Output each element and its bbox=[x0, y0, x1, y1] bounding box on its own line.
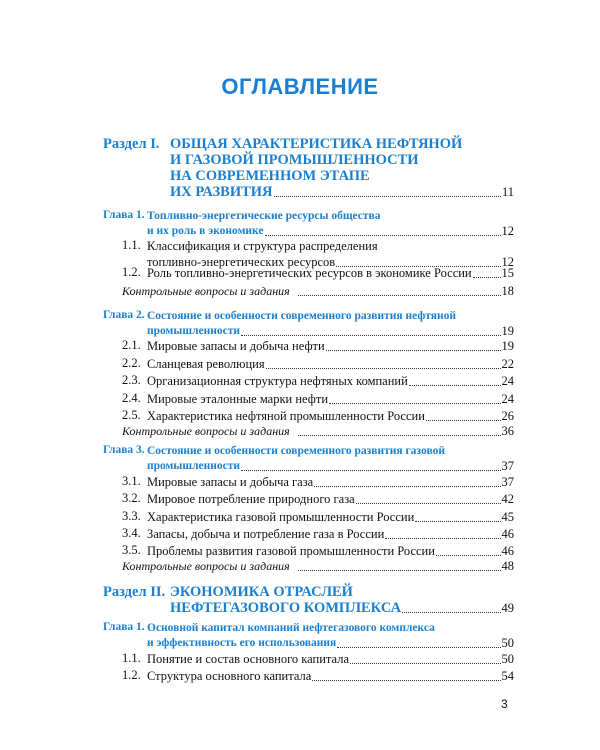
page-ref: 12 bbox=[501, 224, 514, 238]
page-number: 3 bbox=[501, 697, 508, 711]
chapter-title-line: Состояние и особенности современного развития газовой bbox=[147, 445, 445, 457]
chapter-title-line: промышленности bbox=[147, 460, 241, 472]
chapter-title-last-line bbox=[147, 636, 514, 651]
item-title-line: Мировые эталонные марки нефти bbox=[147, 392, 329, 406]
dot-leader bbox=[265, 235, 501, 236]
section-title-line: НА СОВРЕМЕННОМ ЭТАПЕ bbox=[170, 168, 370, 184]
item-title bbox=[147, 408, 514, 424]
page-ref: 26 bbox=[501, 409, 514, 423]
item-title-line: Мировое потребление природного газа bbox=[147, 492, 355, 506]
item-number: 1.1. bbox=[122, 238, 141, 252]
chapter-title bbox=[147, 309, 514, 339]
dot-leader bbox=[473, 277, 501, 278]
chapter-title-line: Состояние и особенности современного развития нефтяной bbox=[147, 310, 457, 322]
item-title-line: топливно-энергетических ресурсов bbox=[147, 255, 336, 269]
item-title-line: Мировые запасы и добыча газа bbox=[147, 475, 314, 489]
item-title-line: Понятие и состав основного капитала bbox=[147, 652, 349, 666]
item-number: 2.5. bbox=[122, 408, 141, 422]
section-title bbox=[170, 584, 514, 616]
questions-label: Контрольные вопросы и задания bbox=[122, 284, 290, 298]
page-ref: 15 bbox=[501, 266, 514, 280]
item-title-line: Роль топливно-энергетических ресурсов в экономике России bbox=[147, 266, 472, 280]
chapter-title-line: и их роль в экономике bbox=[147, 225, 264, 237]
page-ref: 36 bbox=[501, 424, 514, 438]
questions-label: Контрольные вопросы и задания bbox=[122, 559, 290, 573]
chapter-title-line: промышленности bbox=[147, 325, 241, 337]
page-ref: 50 bbox=[501, 652, 514, 666]
item-number: 2.2. bbox=[122, 356, 141, 370]
item-number: 2.4. bbox=[122, 391, 141, 405]
page-ref: 49 bbox=[501, 601, 514, 615]
chapter-label: Глава 1. bbox=[103, 209, 145, 221]
item-title bbox=[147, 509, 514, 525]
page-ref: 19 bbox=[501, 339, 514, 353]
dot-leader bbox=[337, 647, 500, 648]
item-number: 3.1. bbox=[122, 474, 141, 488]
dot-leader bbox=[298, 435, 501, 436]
dot-leader bbox=[350, 663, 501, 664]
page-ref: 24 bbox=[501, 392, 514, 406]
item-title-line: Характеристика газовой промышленности России bbox=[147, 510, 415, 524]
section-title-line: НЕФТЕГАЗОВОГО КОМПЛЕКСА bbox=[170, 600, 402, 616]
dot-leader bbox=[356, 503, 501, 504]
page-ref: 24 bbox=[501, 374, 514, 388]
item-title-line: Мировые запасы и добыча нефти bbox=[147, 339, 325, 353]
item-number: 3.3. bbox=[122, 509, 141, 523]
dot-leader bbox=[298, 295, 501, 296]
item-title bbox=[147, 526, 514, 542]
chapter-label: Глава 1. bbox=[103, 621, 145, 633]
dot-leader bbox=[241, 335, 500, 336]
item-title bbox=[147, 356, 514, 372]
page-ref: 46 bbox=[501, 544, 514, 558]
page-ref: 18 bbox=[501, 284, 514, 298]
item-title-line: Классификация и структура распределения bbox=[147, 239, 378, 253]
item-title-line: Организационная структура нефтяных компаний bbox=[147, 374, 408, 388]
item-title-line: Запасы, добыча и потребление газа в России bbox=[147, 527, 385, 541]
chapter-title-last-line bbox=[147, 224, 514, 239]
chapter-title-last-line bbox=[147, 324, 514, 339]
dot-leader bbox=[241, 470, 500, 471]
chapter-title bbox=[147, 209, 514, 239]
section-title bbox=[170, 136, 514, 200]
dot-leader bbox=[329, 403, 500, 404]
dot-leader bbox=[314, 486, 500, 487]
section-label: Раздел I. bbox=[103, 136, 160, 152]
page-title: ОГЛАВЛЕНИЕ bbox=[221, 74, 379, 99]
dot-leader bbox=[415, 521, 500, 522]
page-ref: 50 bbox=[501, 636, 514, 650]
item-number: 3.2. bbox=[122, 491, 141, 505]
section-title-last-line bbox=[170, 600, 514, 616]
item-title bbox=[147, 491, 514, 507]
dot-leader bbox=[385, 538, 500, 539]
section-title-line: ЭКОНОМИКА ОТРАСЛЕЙ bbox=[170, 584, 353, 600]
item-number: 2.1. bbox=[122, 338, 141, 352]
item-title bbox=[147, 265, 514, 281]
chapter-title bbox=[147, 621, 514, 651]
section-title-line: И ГАЗОВОЙ ПРОМЫШЛЕННОСТИ bbox=[170, 152, 419, 168]
questions-label: Контрольные вопросы и задания bbox=[122, 424, 290, 438]
dot-leader bbox=[402, 612, 500, 613]
section-title-line: ИХ РАЗВИТИЯ bbox=[170, 184, 273, 200]
dot-leader bbox=[298, 570, 501, 571]
dot-leader bbox=[436, 555, 501, 556]
dot-leader bbox=[266, 368, 501, 369]
page-ref: 54 bbox=[501, 669, 514, 683]
section-title-line: ОБЩАЯ ХАРАКТЕРИСТИКА НЕФТЯНОЙ bbox=[170, 136, 463, 152]
page-ref: 22 bbox=[501, 357, 514, 371]
page-ref: 12 bbox=[501, 255, 514, 269]
dot-leader bbox=[409, 385, 501, 386]
item-number: 1.2. bbox=[122, 668, 141, 682]
chapter-title-line: Топливно-энергетические ресурсы общества bbox=[147, 210, 381, 222]
dot-leader bbox=[312, 680, 500, 681]
dot-leader bbox=[326, 350, 501, 351]
item-title bbox=[147, 543, 514, 559]
page-ref: 45 bbox=[501, 510, 514, 524]
item-title bbox=[147, 668, 514, 684]
chapter-title-line: и эффективность его использования bbox=[147, 637, 337, 649]
chapter-label: Глава 3. bbox=[103, 444, 145, 456]
questions-title bbox=[122, 424, 514, 439]
section-label: Раздел II. bbox=[103, 584, 166, 600]
chapter-title-line: Основной капитал компаний нефтегазового комплекса bbox=[147, 622, 435, 634]
dot-leader bbox=[426, 420, 501, 421]
item-number: 1.2. bbox=[122, 265, 141, 279]
page-ref: 42 bbox=[501, 492, 514, 506]
item-title bbox=[147, 651, 514, 667]
chapter-label: Глава 2. bbox=[103, 309, 145, 321]
page-ref: 48 bbox=[501, 559, 514, 573]
dot-leader bbox=[274, 196, 501, 197]
item-title-line: Сланцевая революция bbox=[147, 357, 265, 371]
item-number: 3.5. bbox=[122, 543, 141, 557]
item-title-line: Характеристика нефтяной промышленности России bbox=[147, 409, 425, 423]
page-ref: 37 bbox=[501, 459, 514, 473]
chapter-title bbox=[147, 444, 514, 474]
section-title-last-line bbox=[170, 184, 514, 200]
item-title bbox=[147, 338, 514, 354]
item-number: 3.4. bbox=[122, 526, 141, 540]
questions-title bbox=[122, 559, 514, 574]
item-title bbox=[147, 391, 514, 407]
page-ref: 37 bbox=[501, 475, 514, 489]
item-number: 1.1. bbox=[122, 651, 141, 665]
page-ref: 46 bbox=[501, 527, 514, 541]
item-number: 2.3. bbox=[122, 373, 141, 387]
item-title bbox=[147, 474, 514, 490]
item-title-line: Структура основного капитала bbox=[147, 669, 312, 683]
page-ref: 19 bbox=[501, 324, 514, 338]
item-title bbox=[147, 373, 514, 389]
questions-title bbox=[122, 284, 514, 299]
chapter-title-last-line bbox=[147, 459, 514, 474]
page-ref: 11 bbox=[501, 185, 514, 199]
item-title-line: Проблемы развития газовой промышленности России bbox=[147, 544, 435, 558]
